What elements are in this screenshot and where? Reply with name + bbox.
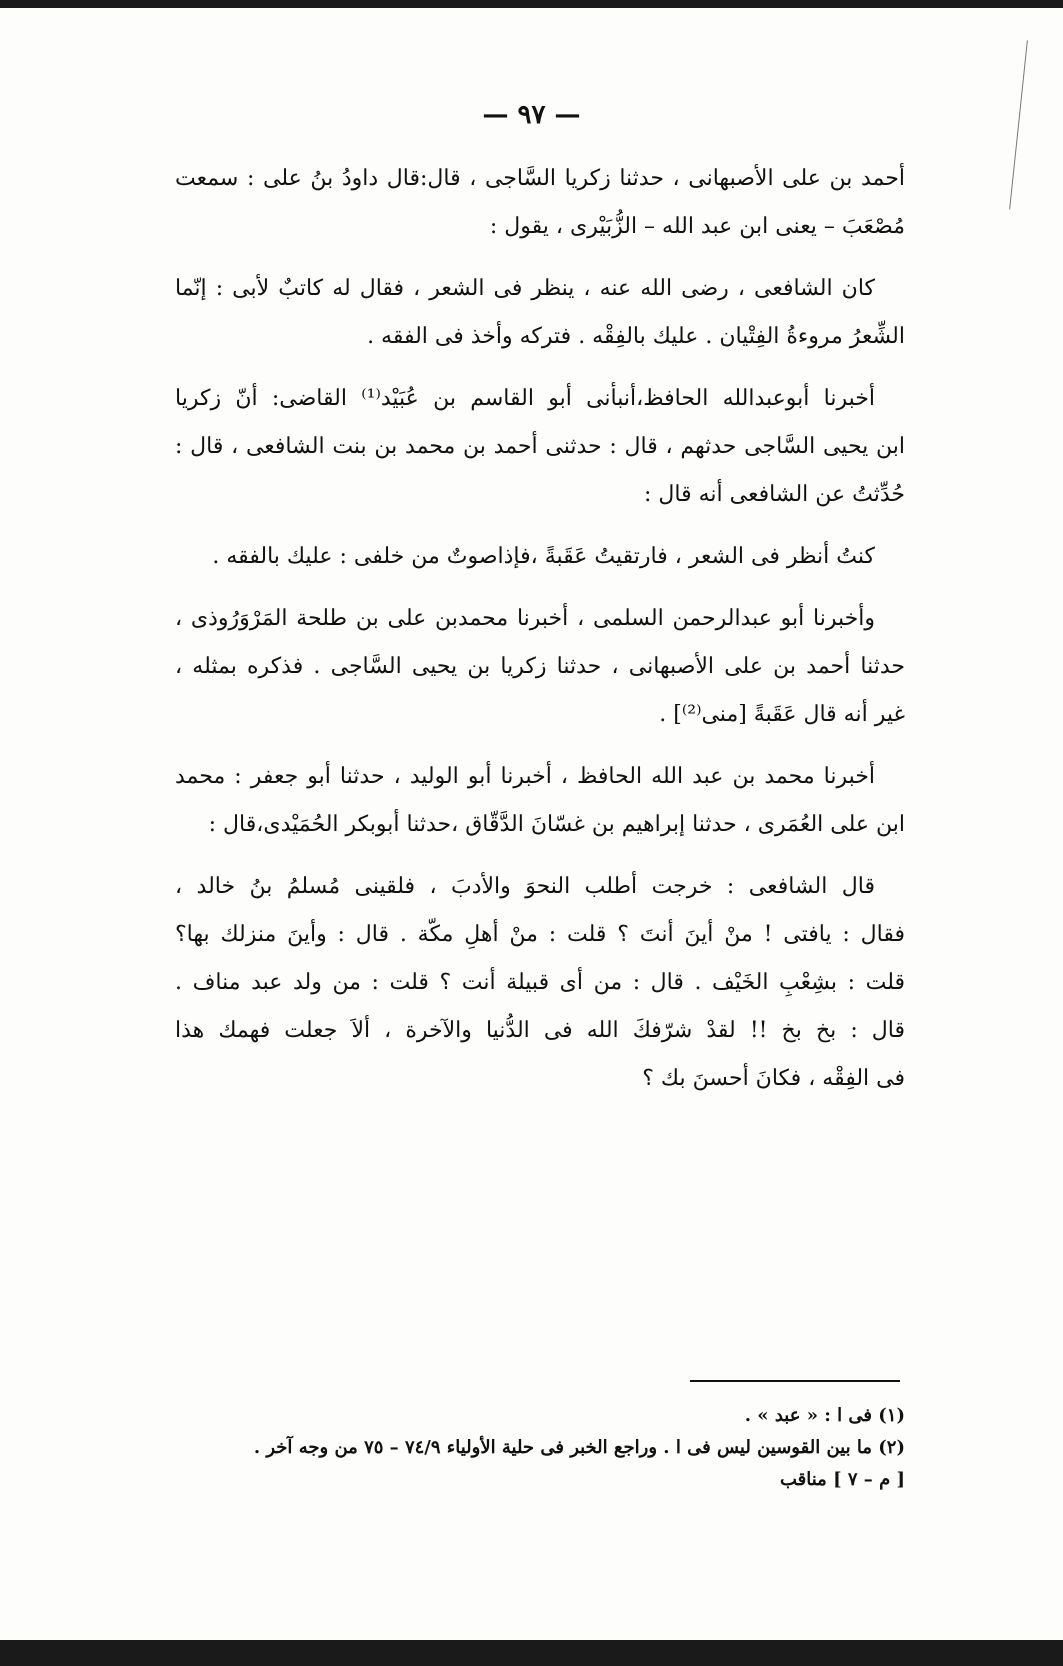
paragraph xyxy=(175,155,905,251)
text-line: حُدِّثتُ عن الشافعى أنه قال : xyxy=(644,482,905,507)
text-line: ابن يحيى السَّاجى حدثهم ، قال : حدثنى أحمد بن محمد بن بنت الشافعى ، قال : xyxy=(175,434,905,459)
footnotes xyxy=(175,1400,905,1496)
footnote-separator xyxy=(690,1380,900,1382)
text-line: أحمد بن على الأصبهانى ، حدثنا زكريا السَّاجى ، قال:قال داودُ بنُ على : سمعت xyxy=(175,166,905,191)
main-text xyxy=(175,155,905,1117)
paragraph xyxy=(175,533,905,581)
text-line: قال : بخ بخ !! لقدْ شرّفكَ الله فى الدُّنيا والآخرة ، ألاَ جعلت فهمك هذا xyxy=(175,1018,905,1043)
footnote-2: (٢) ما بين القوسين ليس فى ا . وراجع الخبر فى حلية الأولياء ٧٤/٩ – ٧٥ من وجه آخر . xyxy=(253,1437,905,1458)
paragraph xyxy=(175,863,905,1103)
text-line: أخبرنا أبوعبدالله الحافظ،أنبأنى أبو القاسم بن عُبَيْد⁽¹⁾ القاضى: أنّ زكريا xyxy=(175,386,875,411)
text-line: كان الشافعى ، رضى الله عنه ، ينظر فى الشعر ، فقال له كاتبٌ لأبى : إنّما xyxy=(175,276,875,301)
paragraph xyxy=(175,375,905,519)
text-line: أخبرنا محمد بن عبد الله الحافظ ، أخبرنا أبو الوليد ، حدثنا أبو جعفر : محمد xyxy=(175,764,875,789)
text-line: فى الفِقْه ، فكانَ أحسنَ بك ؟ xyxy=(642,1066,905,1091)
text-line: مُصْعَبَ – يعنى ابن عبد الله – الزُّبَيْرى ، يقول : xyxy=(489,214,905,239)
text-line: وأخبرنا أبو عبدالرحمن السلمى ، أخبرنا محمدبن على بن طلحة المَرْوَرُوذى ، xyxy=(175,606,875,631)
scan-bottom-edge xyxy=(0,1640,1063,1666)
paragraph xyxy=(175,265,905,361)
text-line: حدثنا أحمد بن على الأصبهانى ، حدثنا زكريا بن يحيى السَّاجى . فذكره بمثله ، xyxy=(175,654,905,679)
text-line: غير أنه قال عَقَبةً [منى⁽²⁾] . xyxy=(659,702,905,727)
text-line: ابن على العُمَرى ، حدثنا إبراهيم بن غسّانَ الدَّقّاق ،حدثنا أبوبكر الحُمَيْدى،قال : xyxy=(208,812,905,837)
scan-top-edge xyxy=(0,0,1063,8)
page-number: — ٩٧ — xyxy=(482,100,581,130)
text-line: قال الشافعى : خرجت أطلب النحوَ والأدبَ ، فلقينى مُسلمُ بنُ خالد ، xyxy=(175,874,875,899)
paragraph xyxy=(175,595,905,739)
text-line: الشِّعرُ مروءةُ الفِتْيان . عليك بالفِقْه . فتركه وأخذ فى الفقه . xyxy=(367,324,905,349)
paragraph xyxy=(175,753,905,849)
text-line: فقال : يافتى ! منْ أينَ أنتَ ؟ قلت : منْ أهلِ مكّة . قال : وأينَ منزلك بها؟ xyxy=(175,922,905,947)
footnote-1: (١) فى ا : « عبد » . xyxy=(744,1405,905,1426)
signature-mark: [ م – ٧ ] مناقب xyxy=(779,1469,905,1490)
text-line: قلت : بشِعْبِ الخَيْف . قال : من أى قبيلة أنت ؟ قلت : من ولد عبد مناف . xyxy=(175,970,905,995)
text-line: كنتُ أنظر فى الشعر ، فارتقيتُ عَقَبةً ،فإذاصوتٌ من خلفى : عليك بالفقه . xyxy=(212,544,875,569)
